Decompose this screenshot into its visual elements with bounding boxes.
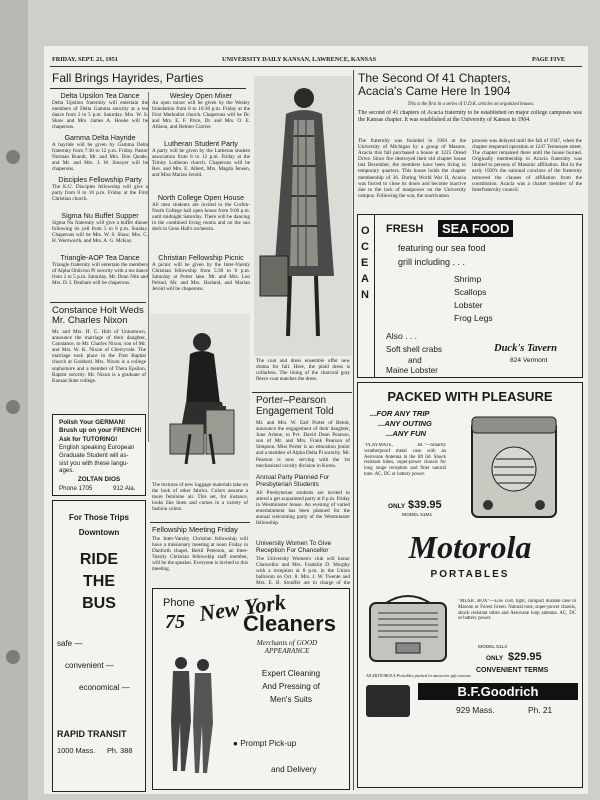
seafood-banner: SEA FOOD — [438, 220, 513, 237]
ocean-letter: C — [361, 241, 369, 253]
acacia-col-left: The fraternity was founded in 1904 at the University of Michigan by a group of Masons. Acacia this fall purchased a house at 1225 Oread Drive. Since fire destroyed their old chapter house last December, the members have been living in temporary quarters. This house holds the chapter membership of 36. During World War II, Acacia was forced to close its doors and become inactive due to the lack of manpower on the University campus. Following the war, the reactivation — [358, 138, 466, 199]
seafood-grill: grill including . . . — [398, 257, 466, 267]
ocean-letter: A — [361, 273, 369, 285]
story-rule — [150, 522, 250, 523]
bus-convenient: convenient — — [65, 661, 114, 670]
bus-ride: RIDE — [79, 551, 119, 568]
tagline: ...ANY OUTING — [378, 419, 432, 428]
bus-phone: Ph. 388 — [107, 746, 133, 755]
story-body: Delta Upsilon fraternity will entertain the members of Delta Gamma sorority at a tea dance from 2 to 5 p.m. Saturday. Mrs. W. S. Shaw and Mrs. James A. Hooke will be chaperons. — [52, 100, 148, 131]
extra-item: and — [408, 355, 422, 365]
masthead-paper: UNIVERSITY DAILY KANSAN, LAWRENCE, KANSAS — [222, 56, 377, 63]
engagement-story: Mr. and Mrs. W. Earl Porter of Beloit, announce the engagement of their daughter, June Arlene, to Pvt. David Dean Pearson, son of Mr. and Mrs. Frank Pearson of Simpson. Miss Porter is an education junior and a member of Alpha Delta Pi sorority. Mr. Pearson is now serving with the 1st mechanized cavalry division in Korea. — [256, 420, 350, 469]
tagline: ...FOR ANY TRIP — [370, 409, 430, 418]
cleaners-ad — [152, 588, 350, 790]
acacia-lead: The second of 41 chapters of Acacia fraternity to be established on major college campuses was the Kansas chapter. It was established at the University of Kansas in 1904. — [358, 110, 582, 123]
col1-stories — [52, 91, 148, 293]
motorola-logo: Motorola — [408, 529, 532, 565]
menu-item: Frog Legs — [454, 313, 493, 323]
col2-stories — [152, 91, 250, 299]
story-head: Wesley Open Mixer — [169, 91, 233, 100]
extra-item: Maine Lobster — [386, 366, 438, 375]
bus-safe: safe — — [57, 639, 83, 648]
engagement-title-2: Engagement Told — [256, 405, 334, 417]
radio-taglines — [370, 409, 432, 439]
tutor-line: Ask for TUTORING! — [59, 435, 118, 443]
fashion-photo — [254, 76, 352, 356]
acacia-title-2: Acacia's Came Here In 1904 — [358, 83, 511, 98]
story-head: Sigma Nu Buffet Supper — [61, 211, 139, 220]
story-head: Disciples Fellowship Party — [58, 175, 142, 184]
bullet-icon: ● — [233, 739, 238, 748]
engagement-title-1: Porter–Pearson — [256, 395, 327, 406]
story-body: A picnic will be given by the Inter-Varsity Christian fellowship from 5:30 to 8 p.m. Saturday at Potter lake. Mr. and Mrs. Leo Pelsud, Mr. and Mrs. Harland, and Marian Jerold will be chaperons. — [152, 262, 250, 293]
story-body: The K.U. Disciples fellowship will give a party from 8 to 10 p.m. Friday at the First Christian church. — [52, 184, 148, 203]
headline-rule — [50, 88, 246, 89]
ocean-vertical — [361, 223, 370, 303]
bus-company: RAPID TRANSIT — [57, 729, 127, 739]
story-head: Lutheran Student Party — [164, 139, 238, 148]
cleaners-name-1: New York — [197, 589, 288, 626]
presbyterian-headline: Annual Party Planned For Presbyterian Students — [256, 474, 330, 489]
bus-bus: BUS — [82, 595, 116, 612]
society-headline: Fall Brings Hayrides, Parties — [52, 71, 204, 85]
story-body: An open mixer will be given by the Wesley foundation from 8 to 10:30 p.m. Friday at the First Methodist church. Chaperons will be Dr. and Mrs. E. F. Price, Dr. and Mrs. O. E. Allison, and Helmer Currier. — [152, 100, 250, 131]
extra-item: Soft shell crabs — [386, 345, 442, 354]
masthead-date: FRIDAY, SEPT. 21, 1951 — [52, 56, 118, 63]
story-head: Gamma Delta Hayride — [64, 133, 136, 142]
seafood-featuring: featuring our sea food — [398, 243, 486, 253]
reception-story: The University Women's club will honor Chancellor and Mrs. Franklin D. Murphy with a reception at 8 p.m. in the Union ballroom on Oct. 8. Mrs. J. W. Twente and Mrs. E. B. Stouffer are in charge of the — [256, 556, 350, 586]
music-box-radio-icon — [366, 593, 450, 667]
radio-headline: PACKED WITH PLEASURE — [387, 389, 553, 404]
bus-the: THE — [83, 573, 115, 590]
tutor-line: Graduate Student will as- — [59, 451, 129, 459]
menu-item: Scallops — [454, 287, 487, 297]
menu-item: Shrimp — [454, 274, 482, 284]
newspaper-page — [44, 46, 588, 794]
cleaners-delivery: and Delivery — [271, 765, 317, 774]
luggage-caption: The textures of new luggage materials take on the look of other fabrics. Colors assume a more feminine air. This set, for instance, looks like linen and comes in a variety of fashion colors. — [152, 482, 248, 513]
acacia-headline — [358, 72, 584, 97]
goodrich-logo: B.F.Goodrich — [418, 683, 578, 700]
bus-economical: economical — — [79, 683, 130, 692]
service-line: Men's Suits — [269, 695, 313, 704]
binder-hole — [6, 150, 20, 164]
music-box-desc: "MUSIC BOX"—Low cost, light, compact durable case in Maroon or Forest Green. Natural tone, super-power chassis, shock resistant tubes and Aerovane loop antenna. AC, DC or battery power. — [458, 599, 576, 622]
wedding-story: Mr. and Mrs. H. C. Holt of Uniontown, announce the marriage of their daughter, Constance, to Mr. Charles Nixon, son of Mr. and Mrs. W. K. Nixon of Cherryvale. The marriage took place in the First Baptist church at Goddard. Mrs. Nixon is a college sophomore and a member of Theta Epsilon, Baptist sorority. Mr. Nixon is a graduate of Kansas State college. — [52, 329, 146, 384]
pickup-line: Prompt Pick-up — [240, 739, 297, 748]
story-rule — [252, 392, 352, 393]
section-rule — [353, 70, 354, 790]
goodrich-address: 929 Mass. — [456, 705, 495, 715]
acacia-title-1: The Second Of 41 Chapters, — [358, 71, 511, 85]
tutor-address: 912 Ala. — [113, 485, 136, 492]
seafood-menu — [454, 273, 493, 325]
luggage-illustration — [150, 314, 250, 480]
service-line: And Pressing of — [262, 682, 320, 691]
tavern-address: 824 Vermont — [510, 357, 548, 364]
tutor-line: sist you with these langu- — [59, 459, 129, 467]
motorola-ad — [357, 382, 583, 788]
music-box-only: ONLY — [486, 655, 504, 662]
cleaners-phone-label: Phone — [163, 597, 195, 609]
ocean-letter: E — [361, 257, 369, 269]
tutor-phone: Phone 1705 — [59, 485, 93, 492]
bus-ad — [52, 500, 146, 792]
fellowship-headline: Fellowship Meeting Friday — [152, 525, 238, 534]
tutoring-desc — [59, 444, 145, 475]
acacia-series-note: This is the first in a series of U.D.K. articles on organized houses. — [407, 102, 535, 107]
tutor-line: Polish Your GERMAN! — [59, 419, 126, 426]
cleaners-services — [241, 667, 341, 706]
playmate-desc: "PLAYMATE, JR."—Smartly weatherproof metal case with an Aerovane Antenna in the lift lid. Shock resistant tubes, super-power chassis for long range reception and finer natural tone. AC, DC or battery power. — [364, 443, 446, 477]
bus-top2: Downtown — [78, 528, 120, 537]
cleaners-merchants: Merchants of GOOD APPEARANCE — [256, 639, 318, 655]
story-rule — [50, 302, 146, 303]
tavern-name: Duck's Tavern — [494, 343, 557, 354]
wedding-headline: Constance Holt Weds Mr. Charles Nixon — [52, 305, 144, 326]
portable-radio-icon — [450, 413, 578, 523]
playmate-only: ONLY — [388, 503, 406, 510]
tagline: ...ANY FUN — [386, 429, 426, 438]
tutoring-ad — [52, 414, 146, 496]
tutoring-text — [59, 419, 145, 444]
seafood-also: Also . . . — [386, 331, 418, 341]
gift-carton-note: All MOTOROLA Portables packed in attractive gift cartons — [366, 673, 471, 678]
story-body: A party will be given by the Lutheran student association from 8 to 12 p.m. Friday at the Trinity Lutheran church. Chaperons will be Rev. and Mrs. E. Albert, Mrs. Magda Jensen, and Miss Marian Jerold. — [152, 148, 250, 179]
convenient-terms: CONVENIENT TERMS — [476, 667, 549, 674]
binder-hole — [6, 650, 20, 664]
playmate-price: $39.95 — [408, 499, 442, 511]
music-box-model: MODEL 51L3 — [478, 645, 507, 650]
story-body: All men students are invited to the Corbin-North College hall open house from 9:00 p.m. until midnight Saturday. There will be dancing in the combined living rooms and on the sun deck to Gene Hall's orchestra. — [152, 202, 250, 233]
luggage-photo — [150, 314, 250, 480]
gentlemen-illustration — [167, 651, 217, 781]
reception-headline: University Women To Give Reception For Chancellor — [256, 540, 332, 555]
bus-top: For Those Trips — [68, 513, 129, 522]
bus-address: 1000 Mass. — [57, 746, 96, 755]
seafood-extras — [386, 345, 442, 377]
story-body: Sigma Nu fraternity will give a buffet dinner following its yell from 5 to 8 p.m. Sunday. Chaperons will be Mrs. W. S. Shaw, Mrs. C. H. Wentworth, and Mrs. A. G. McKay. — [52, 220, 148, 245]
acacia-col-right: process was delayed until the fall of 1947, when the chapter reopened operation at 1247 Tennessee street. The chapter remained there until the house burned. Originally membership to Acacia fraternity was limited to persons of Masonic affiliation. But in the early 1930's the national conclave of the fraternity removed the clauses of affiliation from the constitution. Acacia was a charter member of the Interfraternity council. — [472, 138, 582, 193]
masthead-page: PAGE FIVE — [532, 56, 566, 63]
story-head: Christian Fellowship Picnic — [158, 253, 244, 262]
cleaners-name-2: Cleaners — [243, 611, 336, 636]
playmate-model: MODEL 51M1 — [402, 513, 433, 518]
music-box-price: $29.95 — [508, 651, 542, 663]
binder-hole — [6, 400, 20, 414]
fashion-caption: The coat and dress ensemble offer new drama for fall. Here, the plaid dress is collarless. The lining of the charcoal gray fleece coat matches the dress. — [256, 358, 350, 383]
goodrich-phone: Ph. 21 — [528, 705, 553, 715]
fellowship-story: The Inter-Varsity Christian fellowship will have a missionary meeting at noon Friday in Danforth chapel. Bertil Peterson, an Inter-Varsity Christian fellowship staff member, will be the speaker. Everyone is invited to this meeting. — [152, 536, 248, 573]
story-head: Delta Upsilon Tea Dance — [60, 91, 140, 100]
column-rule — [148, 92, 149, 442]
coat-illustration — [254, 76, 352, 356]
story-head: North College Open House — [157, 193, 245, 202]
seafood-ad — [357, 214, 583, 378]
service-line: Expert Cleaning — [261, 669, 321, 678]
motorola-portables: PORTABLES — [430, 569, 510, 580]
tutor-line: ages. — [59, 467, 75, 475]
ocean-letter: O — [361, 225, 370, 237]
cleaners-pickup — [233, 739, 296, 748]
seafood-fresh: FRESH — [386, 223, 424, 235]
tutor-line: English speaking European — [59, 444, 135, 451]
story-head: Triangle-AOP Tea Dance — [60, 253, 140, 262]
presbyterian-story: All Presbyterian students are invited to attend a get acquainted party at 8 p.m. Friday in Westminster house. An evening of varied entertainment has been planned for the annual welcoming party of the Westminster fellowship. — [256, 490, 350, 527]
ocean-letter: N — [361, 289, 369, 301]
story-body: A hayride will be given by Gamma Delta fraternity from 7:30 to 12 p.m. Friday. Pastor Norman Brandt, Mr. and Mrs. Don Quade, and Mr. and Mrs. J. W. Smoyer will be chaperons. — [52, 142, 148, 173]
cleaners-phone-number: 75 — [165, 611, 185, 633]
masthead-rule — [50, 66, 582, 67]
tutor-name: ZOLTAN DIOS — [77, 476, 121, 483]
ocean-strip — [358, 215, 375, 377]
story-body: Triangle fraternity will entertain the members of Alpha Omicron Pi sorority with a tea dance from 2 to 5 p.m. Saturday. Mr. Dean Nite and Mrs. D. I. Denham will be chaperons. — [52, 262, 148, 287]
menu-item: Lobster — [454, 300, 483, 310]
binder-strip — [0, 0, 28, 800]
tire-emblem — [366, 685, 410, 717]
engagement-headline — [256, 396, 352, 417]
tutor-line: Brush up on your FRENCH! — [59, 427, 142, 435]
